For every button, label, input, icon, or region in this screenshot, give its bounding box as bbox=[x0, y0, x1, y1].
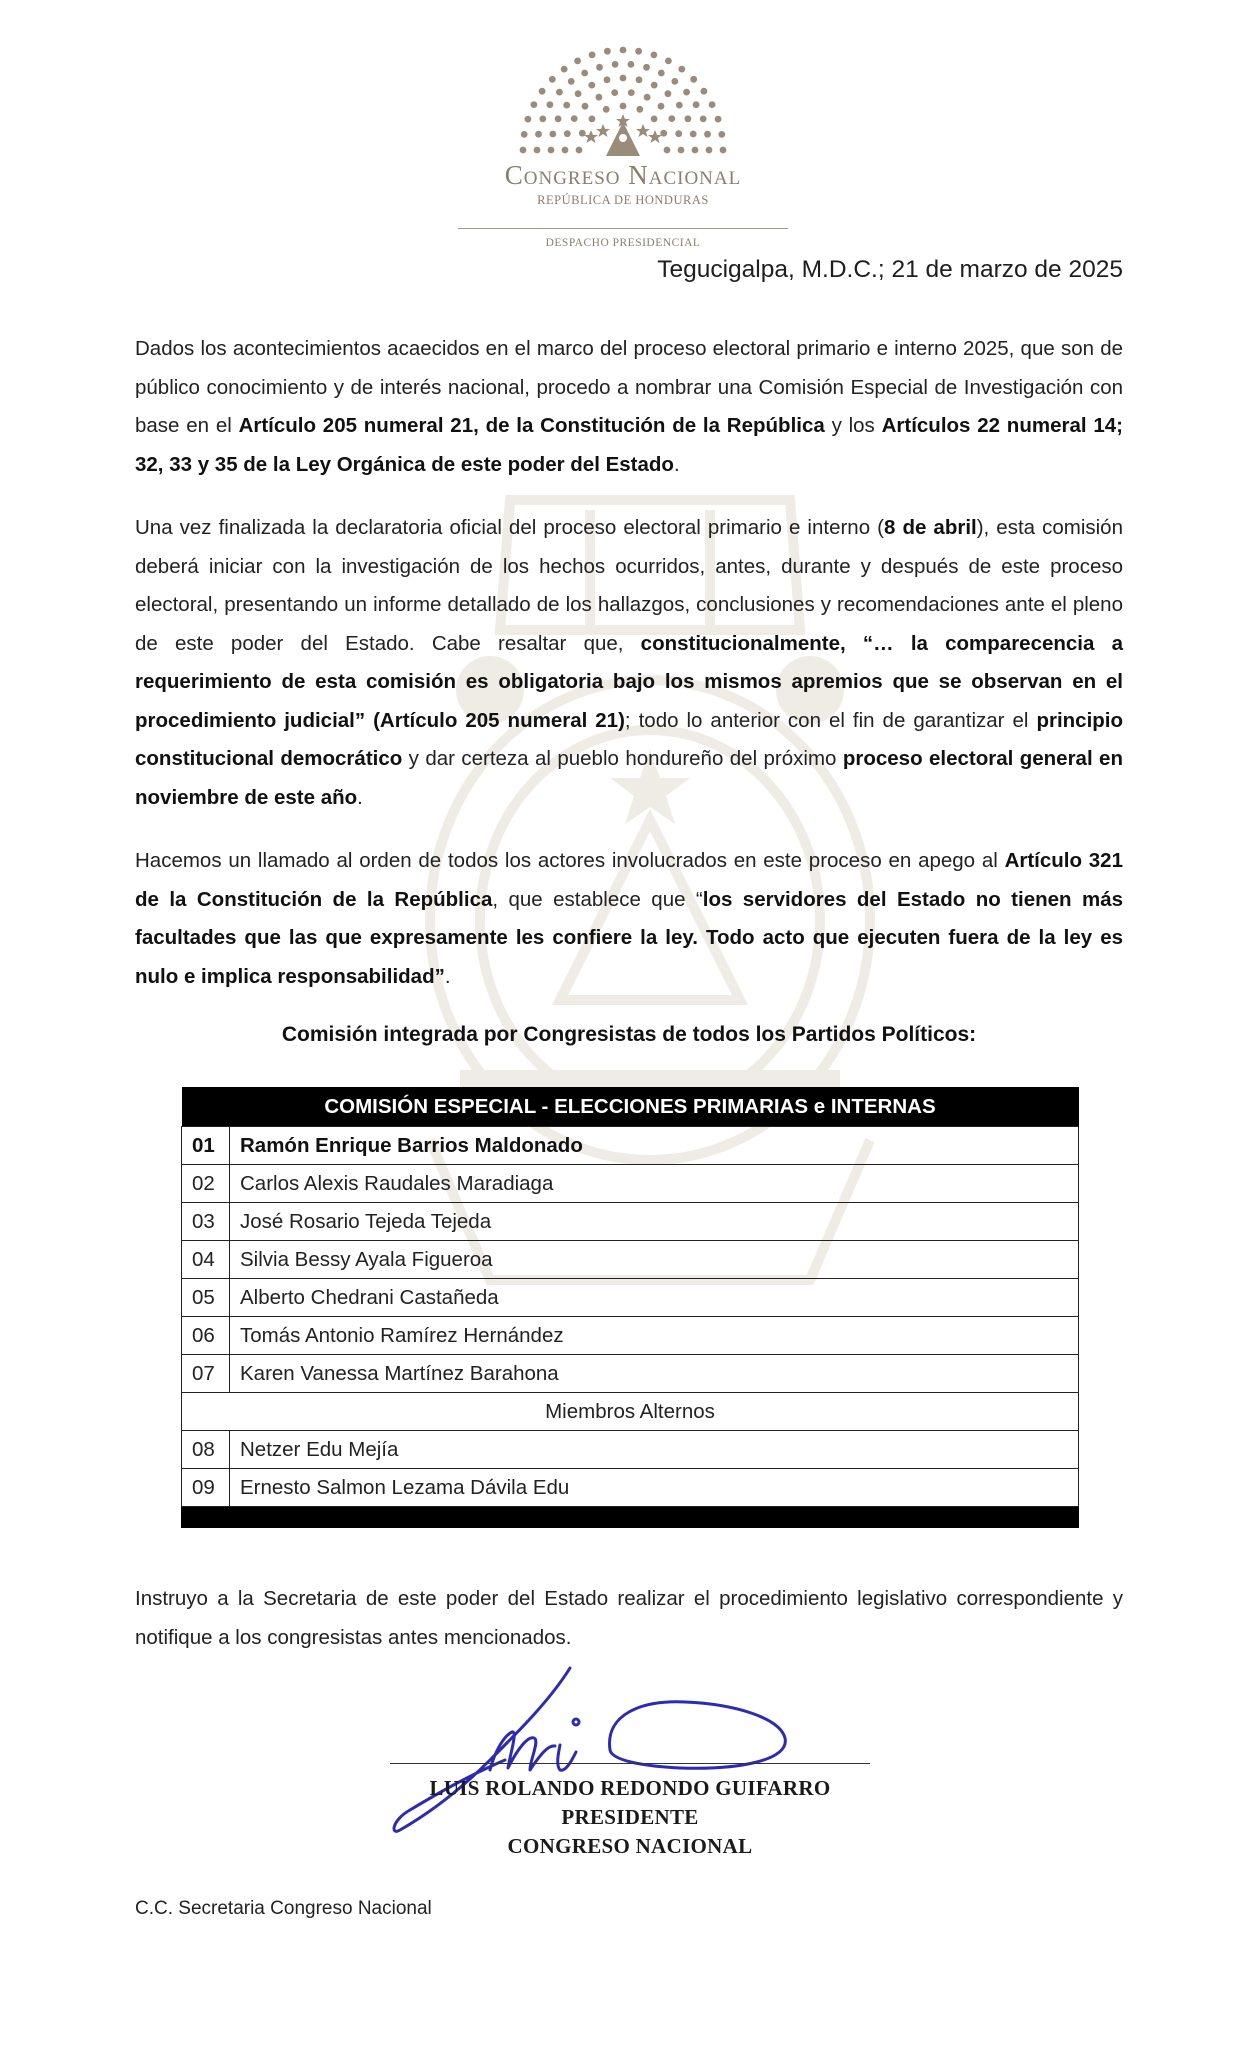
seat-dot bbox=[589, 116, 596, 123]
paragraph-text: . bbox=[357, 785, 363, 809]
paragraph-1 bbox=[135, 330, 1123, 484]
table-caption: Comisión integrada por Congresistas de todos los Partidos Políticos: bbox=[281, 1023, 977, 1046]
row-number: 07 bbox=[182, 1355, 230, 1393]
seat-dot bbox=[671, 78, 678, 85]
seat-dot bbox=[562, 147, 569, 154]
seat-dot bbox=[718, 131, 725, 138]
seat-dot bbox=[535, 131, 542, 138]
seat-dot bbox=[636, 76, 643, 83]
seat-dot bbox=[581, 70, 588, 77]
seat-dot bbox=[692, 147, 699, 154]
seat-dot bbox=[700, 116, 707, 123]
seat-dot bbox=[571, 115, 578, 122]
seat-dot bbox=[678, 147, 685, 154]
seat-dot bbox=[675, 130, 682, 137]
seat-dot bbox=[644, 94, 651, 101]
paragraph-bold: 8 de abril bbox=[883, 516, 977, 539]
paragraph-bold: Artículo 321 de la Constitución de la República bbox=[135, 849, 1123, 911]
table-row bbox=[182, 1431, 1079, 1469]
seat-dot bbox=[658, 70, 665, 77]
table-row bbox=[182, 1393, 1079, 1431]
seat-dot bbox=[547, 101, 554, 108]
cc-line: C.C. Secretaria Congreso Nacional bbox=[135, 1898, 432, 1919]
signer-title: PRESIDENTE bbox=[561, 1805, 699, 1829]
seat-dot bbox=[521, 131, 528, 138]
paragraph-text: Una vez finalizada la declaratoria oficial del proceso electoral primario e interno ( bbox=[135, 516, 884, 539]
seat-dot bbox=[664, 147, 671, 154]
paragraph-text: Dados los acontecimientos acaecidos en el marco del proceso electoral primario e interno 2025, que son de público conocimiento y de interés nacional, procedo a nombrar una Comisión Especial de Investigación con base en el bbox=[135, 337, 1123, 437]
seat-dot bbox=[709, 101, 716, 108]
signer-name: LUIS ROLANDO REDONDO GUIFARRO bbox=[429, 1776, 831, 1800]
seat-dot bbox=[668, 115, 675, 122]
seat-dot bbox=[665, 58, 672, 65]
seat-dot bbox=[620, 75, 627, 82]
table-footer-cell bbox=[182, 1507, 1079, 1528]
seat-dot bbox=[589, 52, 596, 59]
seat-dot bbox=[693, 101, 700, 108]
table-footer-bar bbox=[182, 1507, 1079, 1528]
paragraph-bold: proceso electoral general en noviembre de este año bbox=[135, 747, 1123, 809]
seat-dot bbox=[574, 58, 581, 65]
seat-dot bbox=[575, 90, 582, 97]
seat-dot bbox=[620, 103, 627, 110]
table-row bbox=[182, 1279, 1079, 1317]
paragraph-text: , que establece que “ bbox=[492, 887, 703, 911]
row-number: 01 bbox=[182, 1127, 230, 1165]
table-row bbox=[182, 1317, 1079, 1355]
organization-name: Congreso Nacional bbox=[504, 160, 742, 190]
member-name: Alberto Chedrani Castañeda bbox=[230, 1279, 1079, 1317]
seat-dot bbox=[678, 66, 685, 73]
seat-dot bbox=[635, 48, 642, 55]
member-name: Carlos Alexis Raudales Maradiaga bbox=[230, 1165, 1079, 1203]
paragraph-bold: los servidores del Estado no tienen más facultades que las que expresamente les confiere la ley. Todo acto que ejecuten fuera de la ley es nulo e implica responsabilidad” bbox=[135, 887, 1124, 988]
congress-emblem-icon bbox=[503, 38, 743, 158]
seat-dot bbox=[604, 48, 611, 55]
alternates-label: Miembros Alternos bbox=[182, 1393, 1079, 1431]
seat-dot bbox=[720, 147, 727, 154]
seat-dot bbox=[628, 89, 635, 96]
table-header: COMISIÓN ESPECIAL - ELECCIONES PRIMARIAS e INTERNAS bbox=[182, 1087, 1079, 1127]
seat-dot bbox=[549, 131, 556, 138]
seat-dot bbox=[704, 131, 711, 138]
paragraph-text: . bbox=[673, 452, 680, 476]
row-number: 04 bbox=[182, 1241, 230, 1279]
seat-dot bbox=[701, 88, 708, 95]
paragraph-3 bbox=[135, 842, 1123, 996]
letterhead-divider bbox=[458, 228, 788, 229]
seat-dot bbox=[676, 102, 683, 109]
seat-dot bbox=[603, 106, 610, 113]
member-name: Karen Vanessa Martínez Barahona bbox=[230, 1355, 1079, 1393]
seat-dot bbox=[568, 78, 575, 85]
seat-dot bbox=[563, 102, 570, 109]
member-name: Ramón Enrique Barrios Maldonado bbox=[230, 1127, 1079, 1165]
seat-dot bbox=[588, 82, 595, 89]
row-number: 06 bbox=[182, 1317, 230, 1355]
seat-dot bbox=[579, 130, 586, 137]
seat-dot bbox=[561, 66, 568, 73]
seat-dot bbox=[556, 89, 563, 96]
seat-dot bbox=[555, 115, 562, 122]
seat-dot bbox=[706, 147, 713, 154]
table-row bbox=[182, 1165, 1079, 1203]
row-number: 08 bbox=[182, 1431, 230, 1469]
seat-dot bbox=[643, 64, 650, 71]
member-name: Ernesto Salmon Lezama Dávila Edu bbox=[230, 1469, 1079, 1507]
table-row bbox=[182, 1241, 1079, 1279]
seat-dot bbox=[582, 103, 589, 110]
seat-dot bbox=[525, 116, 532, 123]
paragraph-bold: Artículos 22 numeral 14; 32, 33 y 35 de la Ley Orgánica de este poder del Estado bbox=[135, 414, 1123, 476]
seat-dot bbox=[636, 106, 643, 113]
table-row bbox=[182, 1469, 1079, 1507]
member-name: José Rosario Tejeda Tejeda bbox=[230, 1203, 1079, 1241]
seat-dot bbox=[690, 131, 697, 138]
seat-dot bbox=[596, 94, 603, 101]
seat-dot bbox=[685, 115, 692, 122]
table-row bbox=[182, 1203, 1079, 1241]
seat-dot bbox=[534, 147, 541, 154]
seat-dot bbox=[651, 82, 658, 89]
commission-table bbox=[181, 1087, 1079, 1528]
table-row bbox=[182, 1355, 1079, 1393]
seat-dot bbox=[604, 76, 611, 83]
country-name: REPÚBLICA DE HONDURAS bbox=[537, 193, 709, 207]
seat-dot bbox=[548, 147, 555, 154]
seat-dot bbox=[539, 116, 546, 123]
seat-dot bbox=[690, 76, 697, 83]
member-name: Netzer Edu Mejía bbox=[230, 1431, 1079, 1469]
seat-dot bbox=[665, 90, 672, 97]
seat-dot bbox=[660, 130, 667, 137]
seat-dot bbox=[611, 89, 618, 96]
closing-paragraph: Instruyo a la Secretaria de este poder del Estado realizar el procedimiento legislativo correspondiente y notifique a los congresistas antes mencionados. bbox=[135, 1587, 1123, 1649]
paragraph-text: y los bbox=[824, 414, 882, 437]
row-number: 09 bbox=[182, 1469, 230, 1507]
seat-dot bbox=[715, 116, 722, 123]
member-name: Silvia Bessy Ayala Figueroa bbox=[230, 1241, 1079, 1279]
paragraph-text: ; todo lo anterior con el fin de garantizar el bbox=[624, 708, 1037, 732]
paragraph-bold: Artículo 205 numeral 21, de la Constitución de la República bbox=[238, 414, 825, 437]
seat-dot bbox=[651, 52, 658, 59]
member-name: Tomás Antonio Ramírez Hernández bbox=[230, 1317, 1079, 1355]
office-name: DESPACHO PRESIDENCIAL bbox=[545, 237, 701, 249]
seat-dot bbox=[612, 61, 619, 68]
paragraph-text: Hacemos un llamado al orden de todos los actores involucrados en este proceso en apego al bbox=[135, 849, 1005, 872]
seat-dot bbox=[651, 116, 658, 123]
seat-dot bbox=[620, 47, 627, 54]
signature-line bbox=[390, 1763, 870, 1764]
seat-dot bbox=[520, 147, 527, 154]
seat-dot bbox=[539, 88, 546, 95]
signer-institution: CONGRESO NACIONAL bbox=[507, 1834, 753, 1858]
row-number: 02 bbox=[182, 1165, 230, 1203]
paragraph-text: . bbox=[444, 964, 451, 988]
seat-dot bbox=[596, 64, 603, 71]
paragraph-bold: principio constitucional democrático bbox=[135, 708, 1124, 770]
letterhead bbox=[458, 38, 788, 249]
seat-dot bbox=[628, 61, 635, 68]
seat-dot bbox=[576, 147, 583, 154]
paragraph-text: y dar certeza al pueblo hondureño del próximo bbox=[402, 747, 843, 770]
seat-dot bbox=[564, 130, 571, 137]
seat-dot bbox=[531, 101, 538, 108]
seat-dot bbox=[658, 103, 665, 110]
row-number: 05 bbox=[182, 1279, 230, 1317]
row-number: 03 bbox=[182, 1203, 230, 1241]
date-line: Tegucigalpa, M.D.C.; 21 de marzo de 2025 bbox=[657, 256, 1123, 283]
table-row bbox=[182, 1127, 1079, 1165]
paragraph-2 bbox=[135, 509, 1123, 817]
paragraph-bold: constitucionalmente, “… la comparecencia a requerimiento de esta comisión es obligatoria bajo los mismos apremios que se observan en el procedimiento judicial” (Artículo 205 numeral 21) bbox=[135, 631, 1123, 732]
seat-dot bbox=[549, 76, 556, 83]
seat-dot bbox=[683, 89, 690, 96]
paragraph-text: ), esta comisión deberá iniciar con la investigación de los hechos ocurridos, antes, durante y después de este proceso electoral, presentando un informe detallado de los hallazgos, conclusiones y recomendaciones ante el pleno de este poder del Estado. Cabe resaltar que, bbox=[135, 516, 1123, 655]
